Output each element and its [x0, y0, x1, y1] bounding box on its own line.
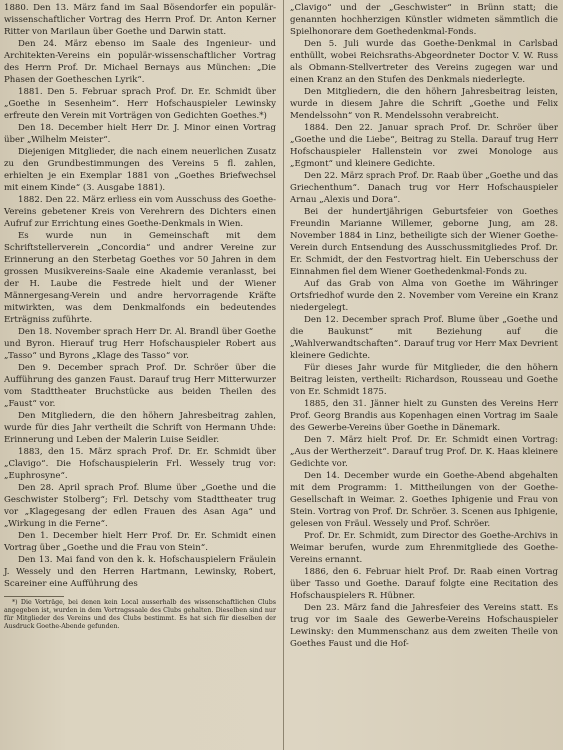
paragraph: Diejenigen Mitglieder, die nach einem neuerlichen Zusatz zu den Grundbestimmungen des Vereins 5 fl. zahlen, erhielten je ein Exemplar 1881 von „Goethes Briefwechsel mit einem Kinde“ (3. Ausgabe 1881).	[4, 147, 276, 193]
paragraph: Auf das Grab von Alma von Goethe im Währinger Ortsfriedhof wurde den 2. November vom Vereine ein Kranz niedergelegt.	[290, 279, 558, 313]
paragraph: Den 23. März fand die Jahresfeier des Vereins statt. Es trug vor im Saale des Gewerbe-Vereins Hofschauspieler Lewinsky: den Mummenschanz aus dem zweiten Theile von Goethes Faust und die Hof-	[290, 603, 558, 649]
column-divider	[283, 0, 284, 750]
right-column	[290, 2, 558, 650]
paragraph: Den Mitgliedern, die den höhern Jahresbeitrag leisten, wurde in diesem Jahre die Schrift „Goethe und Felix Mendelssohn“ von R. Mendelssohn verabreicht.	[290, 87, 558, 121]
paragraph: Den 5. Juli wurde das Goethe-Denkmal in Carlsbad enthüllt, wobei Reichsraths-Abgeordneter Doctor V. W. Russ als Obmann-Stellvertreter des Vereins zugegen war und einen Kranz an den Stufen des Denkmals niederlegte.	[290, 39, 558, 85]
paragraph: Den Mitgliedern, die den höhern Jahresbeitrag zahlen, wurde für dies Jahr vertheilt die Schrift von Hermann Uhde: Erinnerung und Leben der Malerin Luise Seidler.	[4, 411, 276, 445]
paragraph: 1885, den 31. Jänner hielt zu Gunsten des Vereins Herr Prof. Georg Brandis aus Kopenhagen einen Vortrag im Saale des Gewerbe-Vereins über Goethe in Dänemark.	[290, 399, 558, 433]
paragraph: „Clavigo“ und der „Geschwister“ in Brünn statt; die genannten hochherzigen Künstler widmeten sämmtlich die Spielhonorare dem Goethedenkmal-Fonds.	[290, 3, 558, 37]
paragraph: Den 13. Mai fand von den k. k. Hofschauspielern Fräulein J. Wessely und den Herren Hartmann, Lewinsky, Robert, Scareiner eine Aufführung des	[4, 555, 276, 589]
left-column	[4, 2, 276, 631]
paragraph: Den 12. December sprach Prof. Blume über „Goethe und die Baukunst“ mit Beziehung auf die „Wahlverwandtschaften“. Darauf trug vor Herr Max Devrient kleinere Gedichte.	[290, 315, 558, 361]
paragraph: Den 24. März ebenso im Saale des Ingenieur- und Architekten-Vereins ein populär-wissenschaftlicher Vortrag des Herrn Prof. Dr. Michael Bernays aus München: „Die Phasen der Goetheschen Lyrik“.	[4, 39, 276, 85]
paragraph: 1886, den 6. Februar hielt Prof. Dr. Raab einen Vortrag über Tasso und Goethe. Darauf folgte eine Recitation des Hofschauspielers R. Hübner.	[290, 567, 558, 601]
paragraph: Den 28. April sprach Prof. Blume über „Goethe und die Geschwister Stolberg“; Frl. Detschy vom Stadttheater trug vor „Klagegesang der edlen Frauen des Asan Aga“ und „Wirkung in die Ferne“.	[4, 483, 276, 529]
paragraph: Den 22. März sprach Prof. Dr. Raab über „Goethe und das Griechenthum“. Danach trug vor Herr Hofschauspieler Arnau „Alexis und Dora“.	[290, 171, 558, 205]
paragraph: Den 18. November sprach Herr Dr. Al. Brandl über Goethe und Byron. Hierauf trug Herr Hofschauspieler Robert aus „Tasso“ und Byrons „Klage des Tasso“ vor.	[4, 327, 276, 361]
paragraph: Den 7. März hielt Prof. Dr. Er. Schmidt einen Vortrag: „Aus der Wertherzeit“. Darauf trug Prof. Dr. K. Haas kleinere Gedichte vor.	[290, 435, 558, 469]
paragraph: Es wurde nun in Gemeinschaft mit dem Schriftstellerverein „Concordia“ und andrer Vereine zur Erinnerung an den Sterbetag Goethes vor 50 Jahren in dem grossen Musikvereins-Saale eine Akademie veranlasst, bei der H. Laube die Festrede hielt und der Wiener Männergesang-Verein und andre hervorragende Kräfte mitwirkten, was dem Denkmalfonds ein bedeutendes Erträgniss zuführte.	[4, 231, 276, 325]
paragraph: 1884. Den 22. Januar sprach Prof. Dr. Schröer über „Goethe und die Liebe“, Beitrag zu Stella. Darauf trug Herr Hofschauspieler Hallenstein vor zwei Monologe aus „Egmont“ und kleinere Gedichte.	[290, 123, 558, 169]
paragraph: Bei der hundertjährigen Geburtsfeier von Goethes Freundin Marianne Willemer, geborne Jung, am 28. November 1884 in Linz, betheiligte sich der Wiener Goethe-Verein durch Entsendung des Ausschussmitgliedes Prof. Dr. Er. Schmidt, der den Festvortrag hielt. Ein Ueberschuss der Einnahmen fiel dem Wiener Goethedenkmal-Fonds zu.	[290, 207, 558, 277]
paragraph: Den 14. December wurde ein Goethe-Abend abgehalten mit dem Programm: 1. Mittheilungen von der Goethe-Gesellschaft in Weimar. 2. Goethes Iphigenie und Frau von Stein. Vortrag von Prof. Dr. Schröer. 3. Scenen aus Iphigenie, gelesen von Fräul. Wessely und Prof. Schröer.	[290, 471, 558, 529]
paragraph: Den 1. December hielt Herr Prof. Dr. Er. Schmidt einen Vortrag über „Goethe und die Frau von Stein“.	[4, 531, 276, 553]
paragraph: 1881. Den 5. Februar sprach Prof. Dr. Er. Schmidt über „Goethe in Sesenheim“. Herr Hofschauspieler Lewinsky erfreute den Verein mit Vorträgen von Gedichten Goethes.*)	[4, 87, 276, 121]
paragraph: Den 18. December hielt Herr Dr. J. Minor einen Vortrag über „Wilhelm Meister“.	[4, 123, 276, 145]
footnote-rule	[4, 596, 64, 597]
paragraph: Den 9. December sprach Prof. Dr. Schröer über die Aufführung des ganzen Faust. Darauf trug Herr Mitterwurzer vom Stadttheater Bruchstücke aus beiden Theilen des „Faust“ vor.	[4, 363, 276, 409]
paragraph: 1883, den 15. März sprach Prof. Dr. Er. Schmidt über „Clavigo“. Die Hofschauspielerin Frl. Wessely trug vor: „Euphrosyne“.	[4, 447, 276, 481]
paragraph: Für dieses Jahr wurde für Mitglieder, die den höhern Beitrag leisten, vertheilt: Richardson, Rousseau und Goethe von Er. Schmidt 1875.	[290, 363, 558, 397]
paragraph: 1880. Den 13. März fand im Saal Bösendorfer ein populär-wissenschaftlicher Vortrag des Herrn Prof. Dr. Anton Kerner Ritter von Marilaun über Goethe und Darwin statt.	[4, 3, 276, 37]
footnote: *) Die Vorträge, bei denen kein Local ausserhalb des wissenschaftlichen Clubs angegeben ist, wurden in dem Vortragssaale des Clubs gehalten. Dieselben sind nur für Mitglieder des Vereins und des Clubs bestimmt. Es hat sich für dieselben der Ausdruck Goethe-Abende gefunden.	[4, 599, 276, 631]
paragraph: 1882. Den 22. März erliess ein vom Ausschuss des Goethe-Vereins gebetener Kreis von Verehrern des Dichters einen Aufruf zur Errichtung eines Goethe-Denkmals in Wien.	[4, 195, 276, 229]
paragraph: Prof. Dr. Er. Schmidt, zum Director des Goethe-Archivs in Weimar berufen, wurde zum Ehrenmitgliede des Goethe-Vereins ernannt.	[290, 531, 558, 565]
